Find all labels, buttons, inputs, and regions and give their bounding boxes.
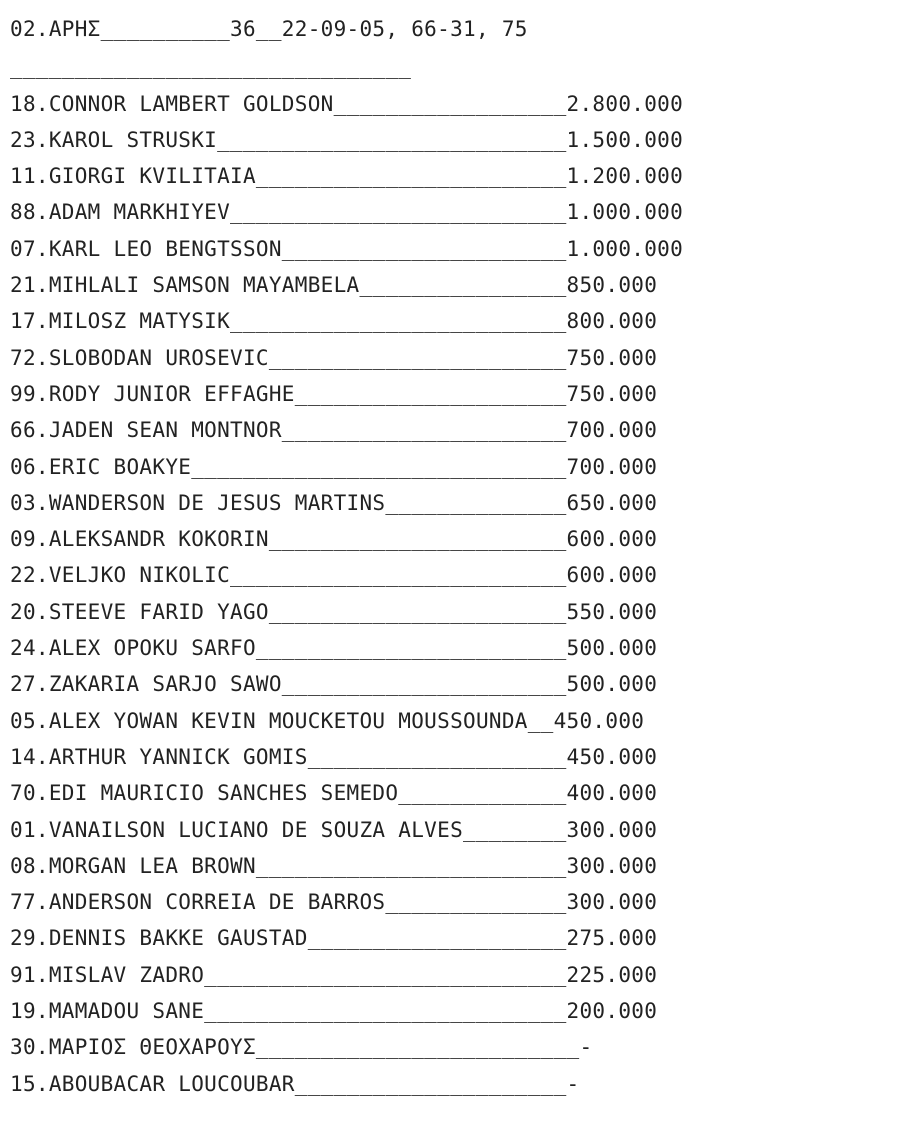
- player-row: 99.RODY JUNIOR EFFAGHE_____________________750.000: [10, 381, 658, 406]
- player-row: 77.ANDERSON CORREIA DE BARROS______________300.000: [10, 890, 658, 915]
- player-row: 88.ADAM MARKHIYEV__________________________1.000.000: [10, 200, 684, 225]
- separator-line: _______________________________: [10, 55, 412, 80]
- player-row: 03.WANDERSON DE JESUS MARTINS______________650.000: [10, 490, 658, 515]
- player-row: 91.MISLAV ZADRO____________________________225.000: [10, 962, 658, 987]
- player-row: 05.ALEX YOWAN KEVIN MOUCKETOU MOUSSOUNDA__450.000: [10, 708, 645, 733]
- player-row: 29.DENNIS BAKKE GAUSTAD____________________275.000: [10, 926, 658, 951]
- player-row: 30.ΜΑΡΙΟΣ ΘΕΟΧΑΡΟΥΣ_________________________-: [10, 1035, 593, 1060]
- player-row: 70.EDI MAURICIO SANCHES SEMEDO_____________400.000: [10, 781, 658, 806]
- player-row: 08.MORGAN LEA BROWN________________________300.000: [10, 853, 658, 878]
- player-row: 01.VANAILSON LUCIANO DE SOUZA ALVES________300.000: [10, 817, 658, 842]
- player-row: 06.ERIC BOAKYE_____________________________700.000: [10, 454, 658, 479]
- player-row: 66.JADEN SEAN MONTNOR______________________700.000: [10, 418, 658, 443]
- player-row: 20.STEEVE FARID YAGO_______________________550.000: [10, 599, 658, 624]
- player-row: 07.KARL LEO BENGTSSON______________________1.000.000: [10, 236, 684, 261]
- player-row: 14.ARTHUR YANNICK GOMIS____________________450.000: [10, 744, 658, 769]
- player-row: 72.SLOBODAN UROSEVIC_______________________750.000: [10, 345, 658, 370]
- player-row: 18.CONNOR LAMBERT GOLDSON__________________2.800.000: [10, 91, 684, 116]
- player-row: 11.GIORGI KVILITAIA________________________1.200.000: [10, 164, 684, 189]
- player-row: 19.MAMADOU SANE____________________________200.000: [10, 999, 658, 1024]
- player-row: 09.ALEKSANDR KOKORIN_______________________600.000: [10, 527, 658, 552]
- player-row: 23.KAROL STRUSKI___________________________1.500.000: [10, 127, 684, 152]
- player-row: 27.ZAKARIA SARJO SAWO______________________500.000: [10, 672, 658, 697]
- player-row: 24.ALEX OPOKU SARFO________________________500.000: [10, 636, 658, 661]
- player-row: 15.ABOUBACAR LOUCOUBAR_____________________-: [10, 1071, 580, 1096]
- player-row: 22.VELJKO NIKOLIC__________________________600.000: [10, 563, 658, 588]
- player-row: 17.MILOSZ MATYSIK__________________________800.000: [10, 309, 658, 334]
- team-header-line: 02.ΑΡΗΣ__________36__22-09-05, 66-31, 75: [10, 17, 528, 41]
- player-row: 21.MIHLALI SAMSON MAYAMBELA________________850.000: [10, 273, 658, 298]
